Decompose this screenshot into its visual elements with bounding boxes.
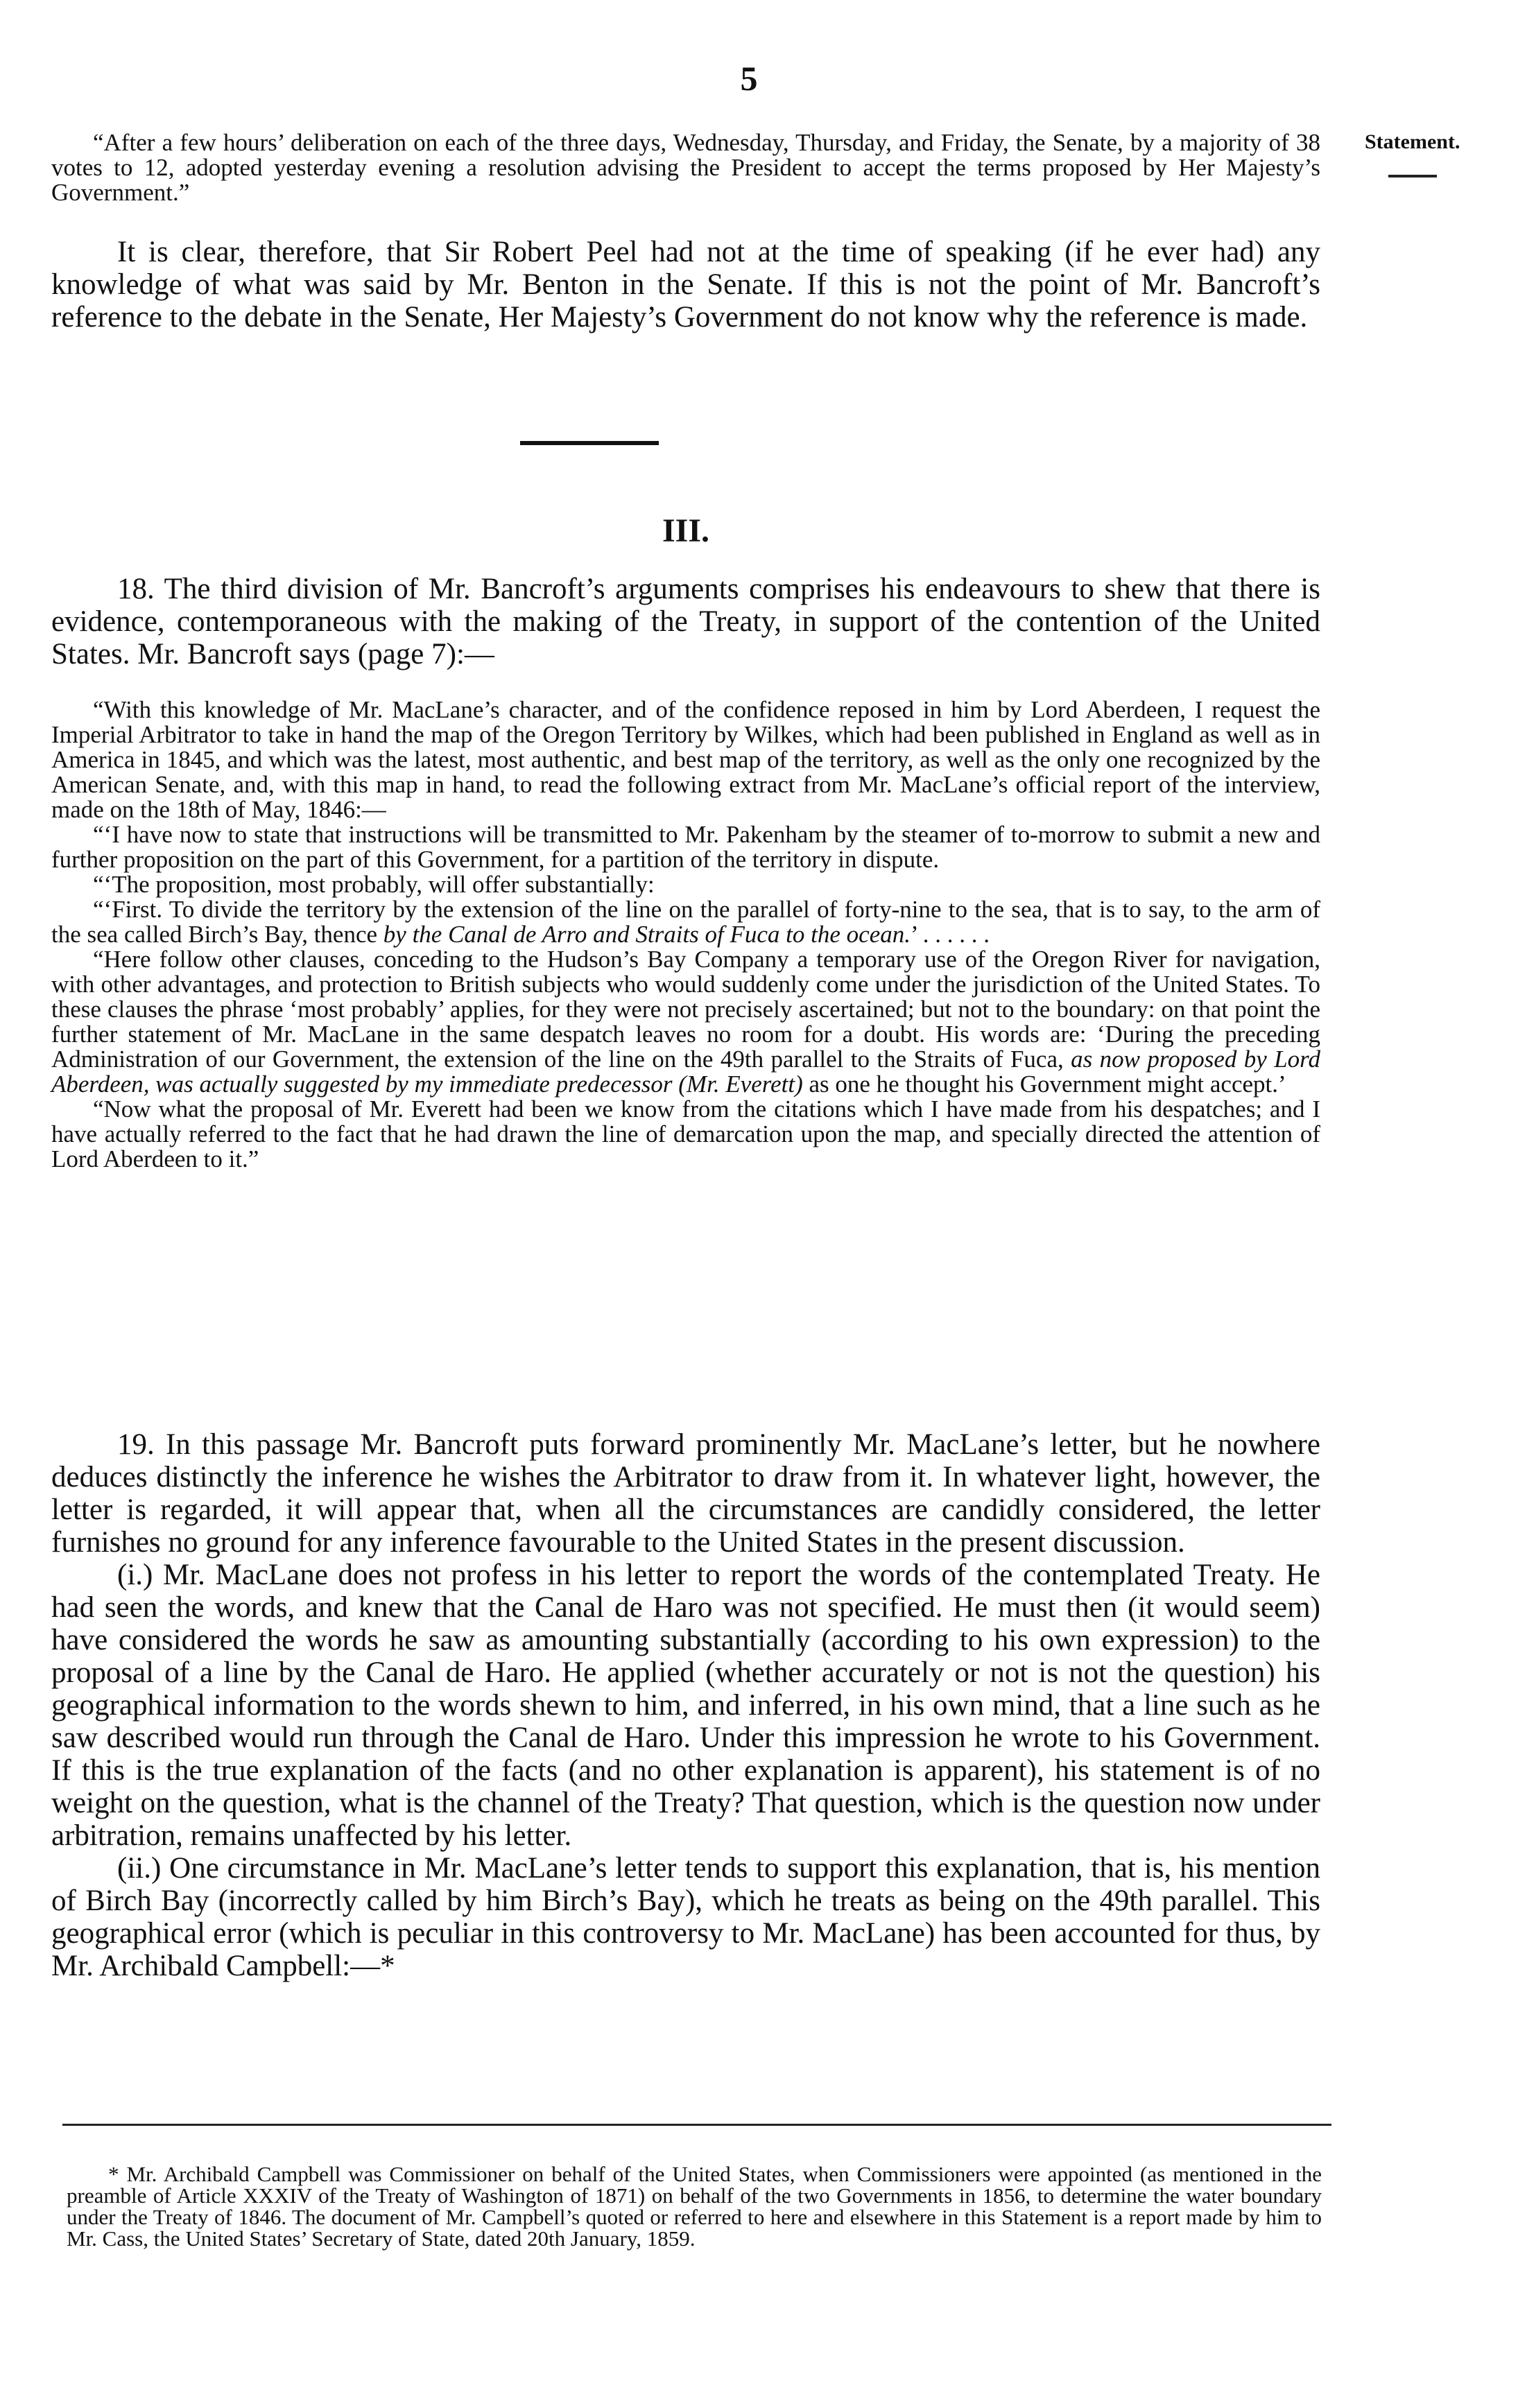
- quote-paragraph-1: “With this knowledge of Mr. MacLane’s character, and of the confidence reposed in him by Lord Aberdeen, I request the Imperial Arbitrator to take in hand the map of the Oregon Territory by Wilkes, which had been published in England as well as in America in 1845, and which was the latest, most authentic, and best map of the territory, as well as the only one recognized by the American Senate, and, with this map in hand, to read the following extract from Mr. MacLane’s official report of the interview, made on the 18th of May, 1846:—: [51, 696, 1320, 823]
- quote-paragraph-2: “‘I have now to state that instructions will be transmitted to Mr. Pakenham by the steamer of to-morrow to submit a new and further proposition on the part of this Government, for a partition of the territory in dispute.: [51, 821, 1320, 873]
- margin-note-rule: [1388, 175, 1437, 177]
- paragraph-19-block: [51, 1428, 1320, 1982]
- quote-paragraph-4: [51, 897, 1320, 947]
- quote-paragraph-5-text: “Here follow other clauses, conceding to the Hudson’s Bay Company a temporary use of the Oregon River for navigation, with other advantages, and protection to British subjects who would suddenly come under the jurisdiction of the United States. To these clauses the phrase ‘most probably’ applies, for they were not precisely ascertained; but not to the boundary: on that point the further statement of Mr. MacLane in the same despatch leaves no room for a doubt. His words are: ‘During the preceding Administration of our Government, the extension of the line on the 49th parallel to the Straits of Fuca,: [51, 946, 1320, 1073]
- quote-paragraph-3: “‘The proposition, most probably, will offer substantially:: [93, 871, 655, 898]
- section-separator: [520, 441, 659, 445]
- footnote: [67, 2163, 1322, 2249]
- footnote-text: * Mr. Archibald Campbell was Commissioner on behalf of the United States, when Commissioners were appointed (as mentioned in the preamble of Article XXXIV of the Treaty of Washington of 1871) on behalf of the two Governments in 1856, to determine the water boundary under the Treaty of 1846. The document of Mr. Campbell’s quoted or referred to here and elsewhere in this Statement is a report made by him to Mr. Cass, the United States’ Secretary of State, dated 20th January, 1859.: [67, 2162, 1322, 2251]
- section-heading: III.: [662, 512, 710, 549]
- quote-paragraph-4-tail: ’ . . . . . .: [911, 921, 990, 948]
- quote-paragraph-5-italic-2: (Mr. Everett): [678, 1071, 803, 1098]
- quote-paragraph-6: “Now what the proposal of Mr. Everett had been we know from the citations which I have made from his despatches; and I have actually referred to the fact that he had drawn the line of demarcation upon the map, and specially directed the attention of Lord Aberdeen to it.”: [51, 1095, 1320, 1172]
- quote-top: [51, 130, 1320, 205]
- paragraph-clear: [51, 236, 1320, 334]
- paragraph-18: [51, 573, 1320, 670]
- quote-paragraph-4-italic: by the Canal de Arro and Straits of Fuca to the ocean.: [383, 921, 911, 948]
- paragraph-19-text: 19. In this passage Mr. Bancroft puts forward prominently Mr. MacLane’s letter, but he nowhere deduces distinctly the inference he wishes the Arbitrator to draw from it. In whatever light, however, the letter is regarded, it will appear that, when all the circumstances are candidly considered, the letter furnishes no ground for any inference favourable to the United States in the present discussion.: [51, 1428, 1320, 1559]
- page-number: 5: [740, 59, 758, 98]
- quote-paragraph-4-text: “‘First. To divide the territory by the extension of the line on the parallel of forty-nine to the sea, that is to say, to the arm of the sea called Birch’s Bay, thence: [51, 896, 1320, 948]
- quote-paragraph-5-tail: as one he thought his Government might accept.’: [802, 1071, 1286, 1098]
- paragraph-ii-text: (ii.) One circumstance in Mr. MacLane’s letter tends to support this explanation, that is, his mention of Birch Bay (incorrectly called by him Birch’s Bay), which he treats as being on the 49th parallel. This geographical error (which is peculiar in this controversy to Mr. MacLane) has been accounted for thus, by Mr. Archibald Campbell:—*: [51, 1852, 1320, 1982]
- paragraph-18-text: 18. The third division of Mr. Bancroft’s arguments comprises his endeavours to shew that there is evidence, contemporaneous with the making of the Treaty, in support of the contention of the United States. Mr. Bancroft says (page 7):—: [51, 573, 1320, 670]
- margin-note: Statement.: [1365, 130, 1460, 153]
- paragraph-clear-text: It is clear, therefore, that Sir Robert Peel had not at the time of speaking (if he ever had) any knowledge of what was said by Mr. Benton in the Senate. If this is not the point of Mr. Bancroft’s reference to the debate in the Senate, Her Majesty’s Government do not know why the reference is made.: [51, 236, 1320, 334]
- quote-top-text: “After a few hours’ deliberation on each of the three days, Wednesday, Thursday, and Friday, the Senate, by a majority of 38 votes to 12, adopted yesterday evening a resolution advising the President to accept the terms proposed by Her Majesty’s Government.”: [51, 129, 1320, 206]
- quote-paragraph-5-italic: as now proposed by Lord Aberdeen, was actually suggested by my immediate predecessor: [51, 1046, 1320, 1098]
- quote-paragraph-5: [51, 947, 1320, 1097]
- footnote-rule: [62, 2124, 1331, 2126]
- quote-block: [51, 698, 1320, 1172]
- paragraph-i-text: (i.) Mr. MacLane does not profess in his letter to report the words of the contemplated Treaty. He had seen the words, and knew that the Canal de Haro was not specified. He must then (it would seem) have considered the words he saw as amounting substantially (according to his own expression) to the proposal of a line by the Canal de Haro. He applied (whether accurately or not is not the question) his geographical information to the words shewn to him, and inferred, in his own mind, that a line such as he saw described would run through the Canal de Haro. Under this impression he wrote to his Government. If this is the true explanation of the facts (and no other explanation is apparent), his statement is of no weight on the question, what is the channel of the Treaty? That question, which is the question now under arbitration, remains unaffected by his letter.: [51, 1559, 1320, 1852]
